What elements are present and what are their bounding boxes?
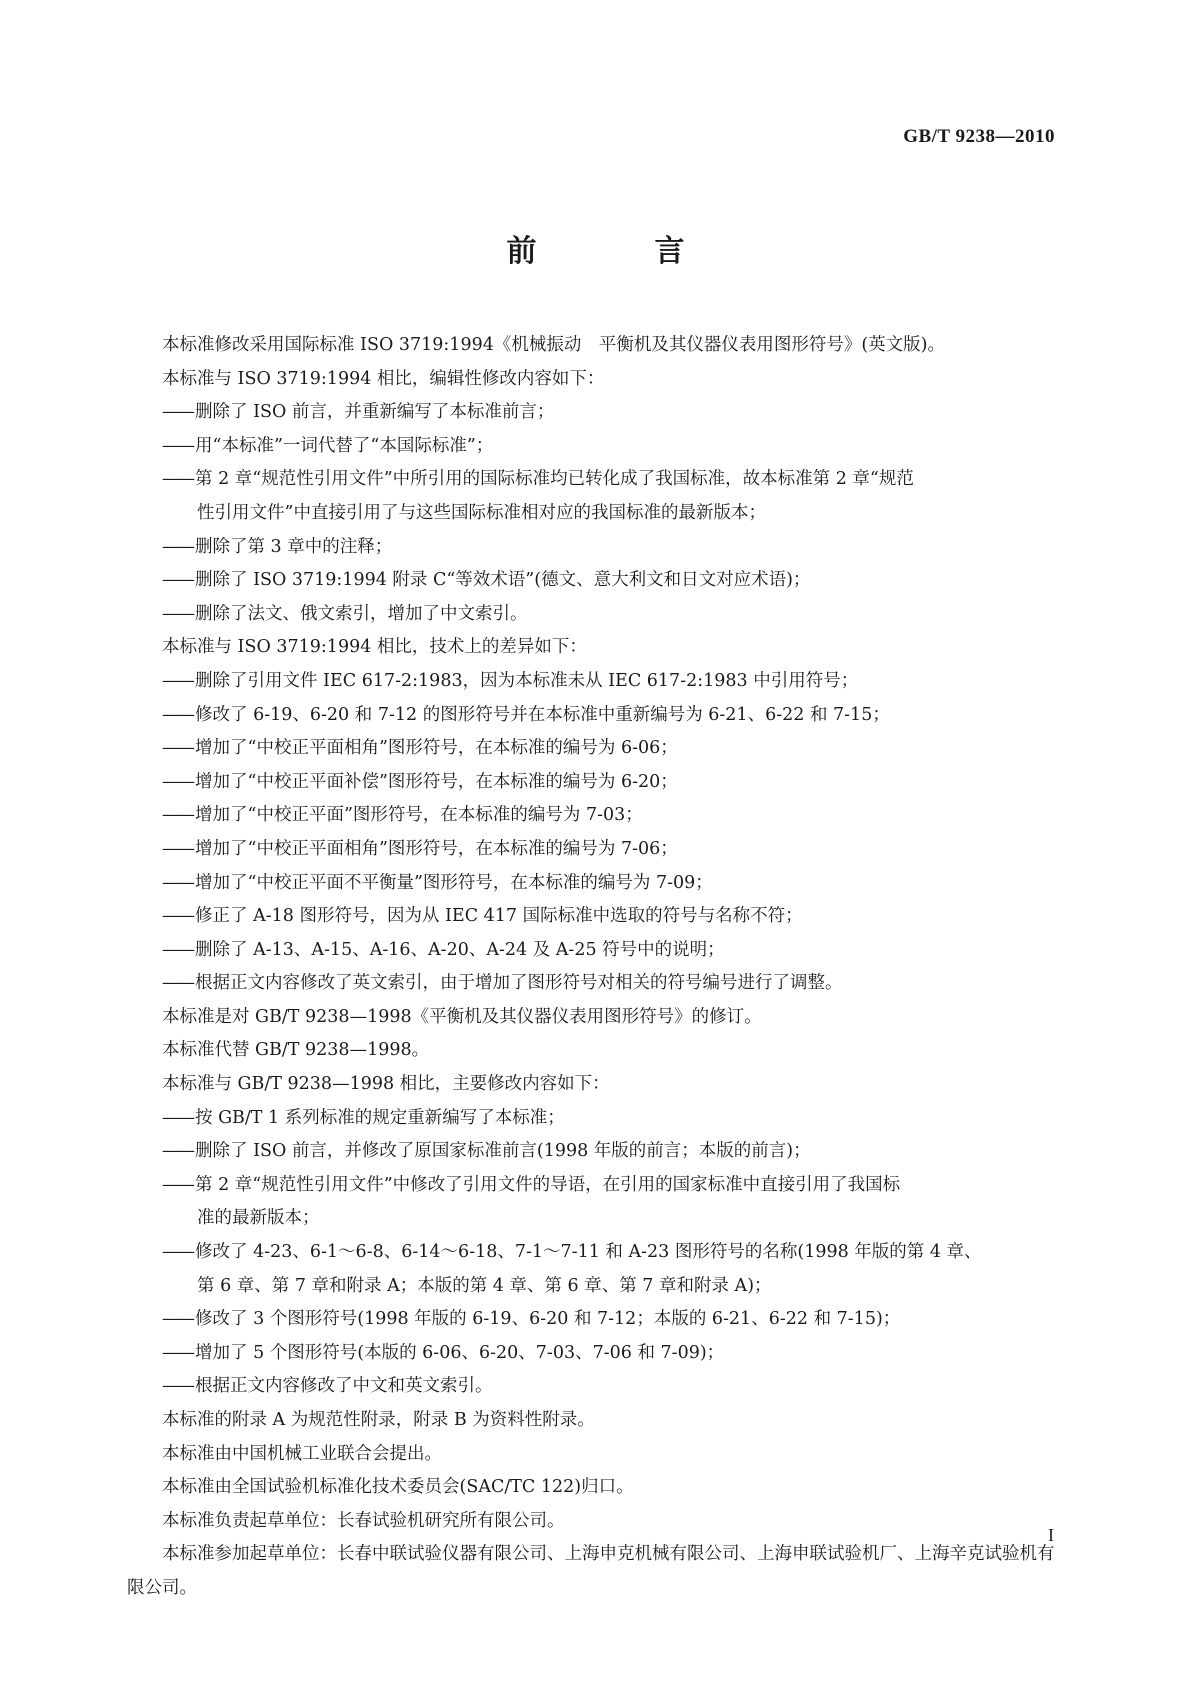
paragraph: 本标准与 ISO 3719:1994 相比，编辑性修改内容如下： (162, 368, 605, 389)
list-item-continuation: 准的最新版本； (197, 1208, 320, 1229)
list-item: —— 删除了法文、俄文索引，增加了中文索引。 (127, 598, 1063, 632)
page-title: 前 言 (506, 234, 729, 269)
list-item-continuation: 第 6 章、第 7 章和附录 A；本版的第 4 章、第 6 章、第 7 章和附录 A)； (197, 1275, 772, 1296)
list-item: —— 修改了 6-19、6-20 和 7-12 的图形符号并在本标准中重新编号为 6-21、6-22 和 7-15； (127, 699, 1063, 733)
list-item-continuation: 性引用文件”中直接引用了与这些国际标准相对应的我国标准的最新版本； (197, 502, 766, 523)
paragraph: 本标准与 ISO 3719:1994 相比，技术上的差异如下： (162, 637, 587, 658)
list-item: —— 删除了第 3 章中的注释； (127, 531, 1063, 565)
list-item: —— 修改了 3 个图形符号(1998 年版的 6-19、6-20 和 7-12；本版的 6-21、6-22 和 7-15)； (127, 1303, 1063, 1337)
paragraph: 本标准参加起草单位：长春中联试验仪器有限公司、上海申克机械有限公司、上海申联试验机厂、上海辛克试验机有限公司。 (127, 1544, 1055, 1598)
list-item: —— 第 2 章“规范性引用文件”中所引用的国际标准均已转化成了我国标准，故本标准第 2 章“规范 (127, 463, 1063, 497)
list-item: —— 修正了 A-18 图形符号，因为从 IEC 417 国际标准中选取的符号与名称不符； (127, 900, 1063, 934)
paragraph: 本标准代替 GB/T 9238—1998。 (162, 1040, 430, 1061)
list-item: —— 删除了引用文件 IEC 617-2:1983，因为本标准未从 IEC 617-2:1983 中引用符号； (127, 665, 1063, 699)
paragraph: 本标准负责起草单位：长春试验机研究所有限公司。 (162, 1510, 565, 1531)
list-item: —— 第 2 章“规范性引用文件”中修改了引用文件的导语，在引用的国家标准中直接引用了我国标 (127, 1169, 1063, 1203)
list-item: —— 根据正文内容修改了中文和英文索引。 (127, 1370, 1063, 1404)
list-item: —— 用“本标准”一词代替了“本国际标准”； (127, 430, 1063, 464)
list-item: —— 增加了“中校正平面相角”图形符号，在本标准的编号为 6-06； (127, 732, 1063, 766)
list-item: —— 删除了 ISO 前言，并重新编写了本标准前言； (127, 396, 1063, 430)
list-item: —— 根据正文内容修改了英文索引，由于增加了图形符号对相关的符号编号进行了调整。 (127, 967, 1063, 1001)
paragraph: 本标准由全国试验机标准化技术委员会(SAC/TC 122)归口。 (162, 1477, 634, 1498)
list-item: —— 删除了 A-13、A-15、A-16、A-20、A-24 及 A-25 符号中的说明； (127, 934, 1063, 968)
page-number: I (1048, 1525, 1054, 1545)
paragraph: 本标准由中国机械工业联合会提出。 (162, 1443, 442, 1464)
list-item: —— 删除了 ISO 前言，并修改了原国家标准前言(1998 年版的前言；本版的前言)； (127, 1135, 1063, 1169)
standard-code: GB/T 9238—2010 (903, 126, 1055, 147)
list-item: —— 增加了“中校正平面不平衡量”图形符号，在本标准的编号为 7-09； (127, 867, 1063, 901)
list-item: —— 增加了“中校正平面”图形符号，在本标准的编号为 7-03； (127, 799, 1063, 833)
list-item: —— 增加了“中校正平面补偿”图形符号，在本标准的编号为 6-20； (127, 766, 1063, 800)
paragraph: 本标准与 GB/T 9238—1998 相比，主要修改内容如下： (162, 1074, 610, 1095)
paragraph: 本标准修改采用国际标准 ISO 3719:1994《机械振动 平衡机及其仪器仪表用图形符号》(英文版)。 (162, 335, 945, 355)
foreword-body (127, 329, 1063, 1606)
list-item: —— 按 GB/T 1 系列标准的规定重新编写了本标准； (127, 1102, 1063, 1136)
paragraph: 本标准的附录 A 为规范性附录，附录 B 为资料性附录。 (162, 1410, 595, 1430)
list-item: —— 修改了 4-23、6-1～6-8、6-14～6-18、7-1～7-11 和 A-23 图形符号的名称(1998 年版的第 4 章、 (127, 1236, 1063, 1270)
list-item: —— 删除了 ISO 3719:1994 附录 C“等效术语”(德文、意大利文和日文对应术语)； (127, 564, 1063, 598)
list-item: —— 增加了“中校正平面相角”图形符号，在本标准的编号为 7-06； (127, 833, 1063, 867)
list-item: —— 增加了 5 个图形符号(本版的 6-06、6-20、7-03、7-06 和 7-09)； (127, 1337, 1063, 1371)
paragraph: 本标准是对 GB/T 9238—1998《平衡机及其仪器仪表用图形符号》的修订。 (162, 1006, 762, 1027)
